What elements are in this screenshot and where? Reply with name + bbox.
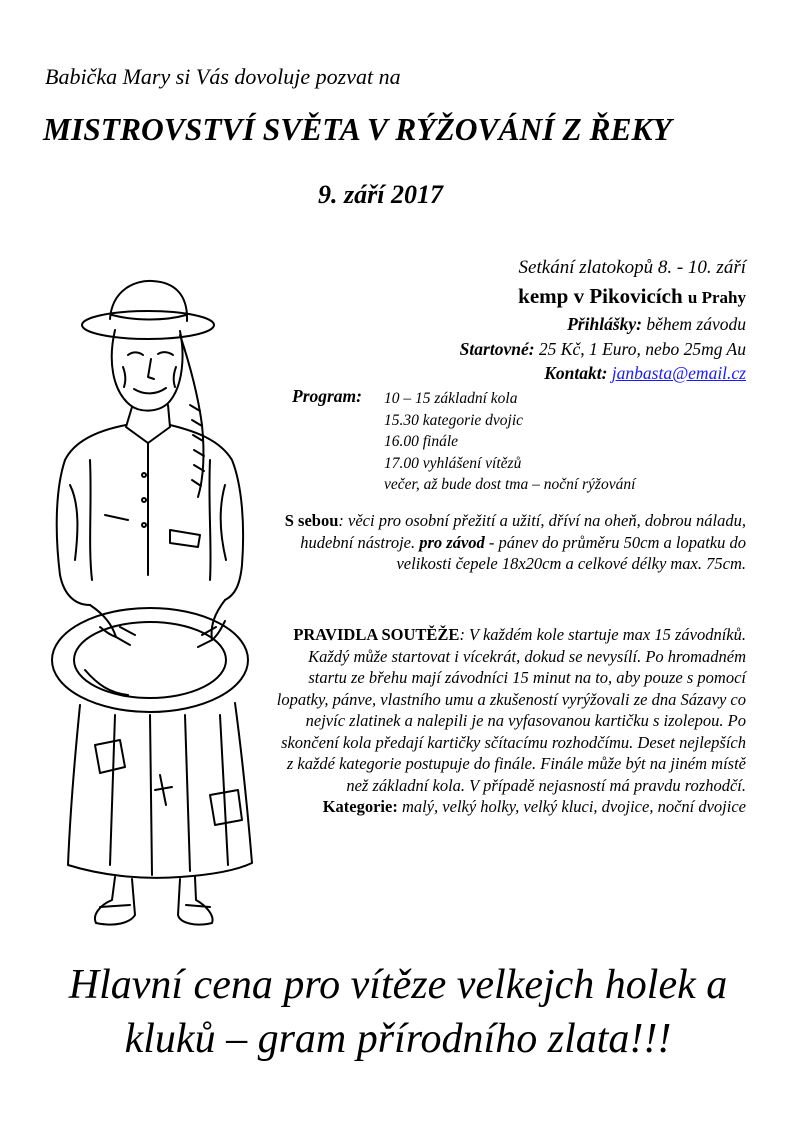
contact-line bbox=[544, 363, 746, 384]
fee-label: Startovné: bbox=[459, 339, 535, 359]
program-item: 10 – 15 základní kola bbox=[384, 390, 518, 407]
intro-line: Babička Mary si Vás dovoluje pozvat na bbox=[45, 64, 401, 89]
fee-value: 25 Kč, 1 Euro, nebo 25mg Au bbox=[538, 339, 746, 359]
prospector-woman-illustration bbox=[20, 275, 280, 935]
registration-value: během závodu bbox=[646, 314, 746, 334]
camp-line bbox=[518, 284, 746, 309]
categories-label: Kategorie: bbox=[322, 797, 398, 816]
contact-label: Kontakt: bbox=[544, 363, 608, 383]
main-prize: Hlavní cena pro vítěze velkejch holek a kluků – gram přírodního zlata!!! bbox=[68, 962, 728, 1062]
fee-line bbox=[460, 339, 746, 360]
registration-label: Přihlášky: bbox=[567, 314, 642, 334]
registration-line bbox=[567, 314, 746, 335]
bring-text: : věci pro osobní přežití a užití, dříví na oheň, dobrou náladu, hudební nástroje. bbox=[300, 511, 746, 552]
camp-name: kemp v Pikovicích bbox=[518, 284, 683, 308]
program-item: večer, až bude dost tma – noční rýžování bbox=[384, 476, 636, 493]
rules-label: PRAVIDLA SOUTĚŽE bbox=[293, 625, 460, 644]
bring-label: S sebou bbox=[284, 511, 339, 530]
program-item: 15.30 kategorie dvojic bbox=[384, 412, 524, 429]
rules-paragraph bbox=[276, 624, 746, 818]
rules-text: : V každém kole startuje max 15 závodníků. Každý může startovat i vícekrát, dokud se nevysílí. Po hromadném startu ze břehu mají závodníci 15 minut na to, aby pouze s pomocí lopatky, pánve, vlastního umu a zkušeností vyrýžovali ze dna Sázavy co nejvíc zlatinek a nalepili je na vyfasovanou kartičku s izolepou. Po skončení kola předají kartičky sčítacímu rozhodčímu. Deset nejlepších z každé kategorie postupuje do finále. Finále může být na jiném místě než základní kola. V případě nejasností má pravdu rozhodčí. bbox=[276, 625, 746, 795]
program-item: 16.00 finále bbox=[384, 433, 459, 450]
program-item: 17.00 vyhlášení vítězů bbox=[384, 455, 522, 472]
camp-suffix: u Prahy bbox=[687, 288, 746, 307]
race-text: - pánev do průměru 50cm a lopatku do velikosti čepele 18x20cm a celkové délky max. 75cm. bbox=[396, 532, 746, 573]
contact-email-link[interactable]: janbasta@email.cz bbox=[611, 363, 746, 383]
event-title: MISTROVSTVÍ SVĚTA V RÝŽOVÁNÍ Z ŘEKY bbox=[43, 112, 672, 147]
categories-text: malý, velký holky, velký kluci, dvojice, noční dvojice bbox=[397, 797, 746, 816]
program-label: Program: bbox=[292, 386, 362, 406]
event-date: 9. září 2017 bbox=[318, 180, 443, 209]
race-label: pro závod bbox=[419, 532, 485, 552]
bring-paragraph bbox=[276, 510, 746, 575]
meeting-line: Setkání zlatokopů 8. - 10. září bbox=[518, 257, 746, 278]
